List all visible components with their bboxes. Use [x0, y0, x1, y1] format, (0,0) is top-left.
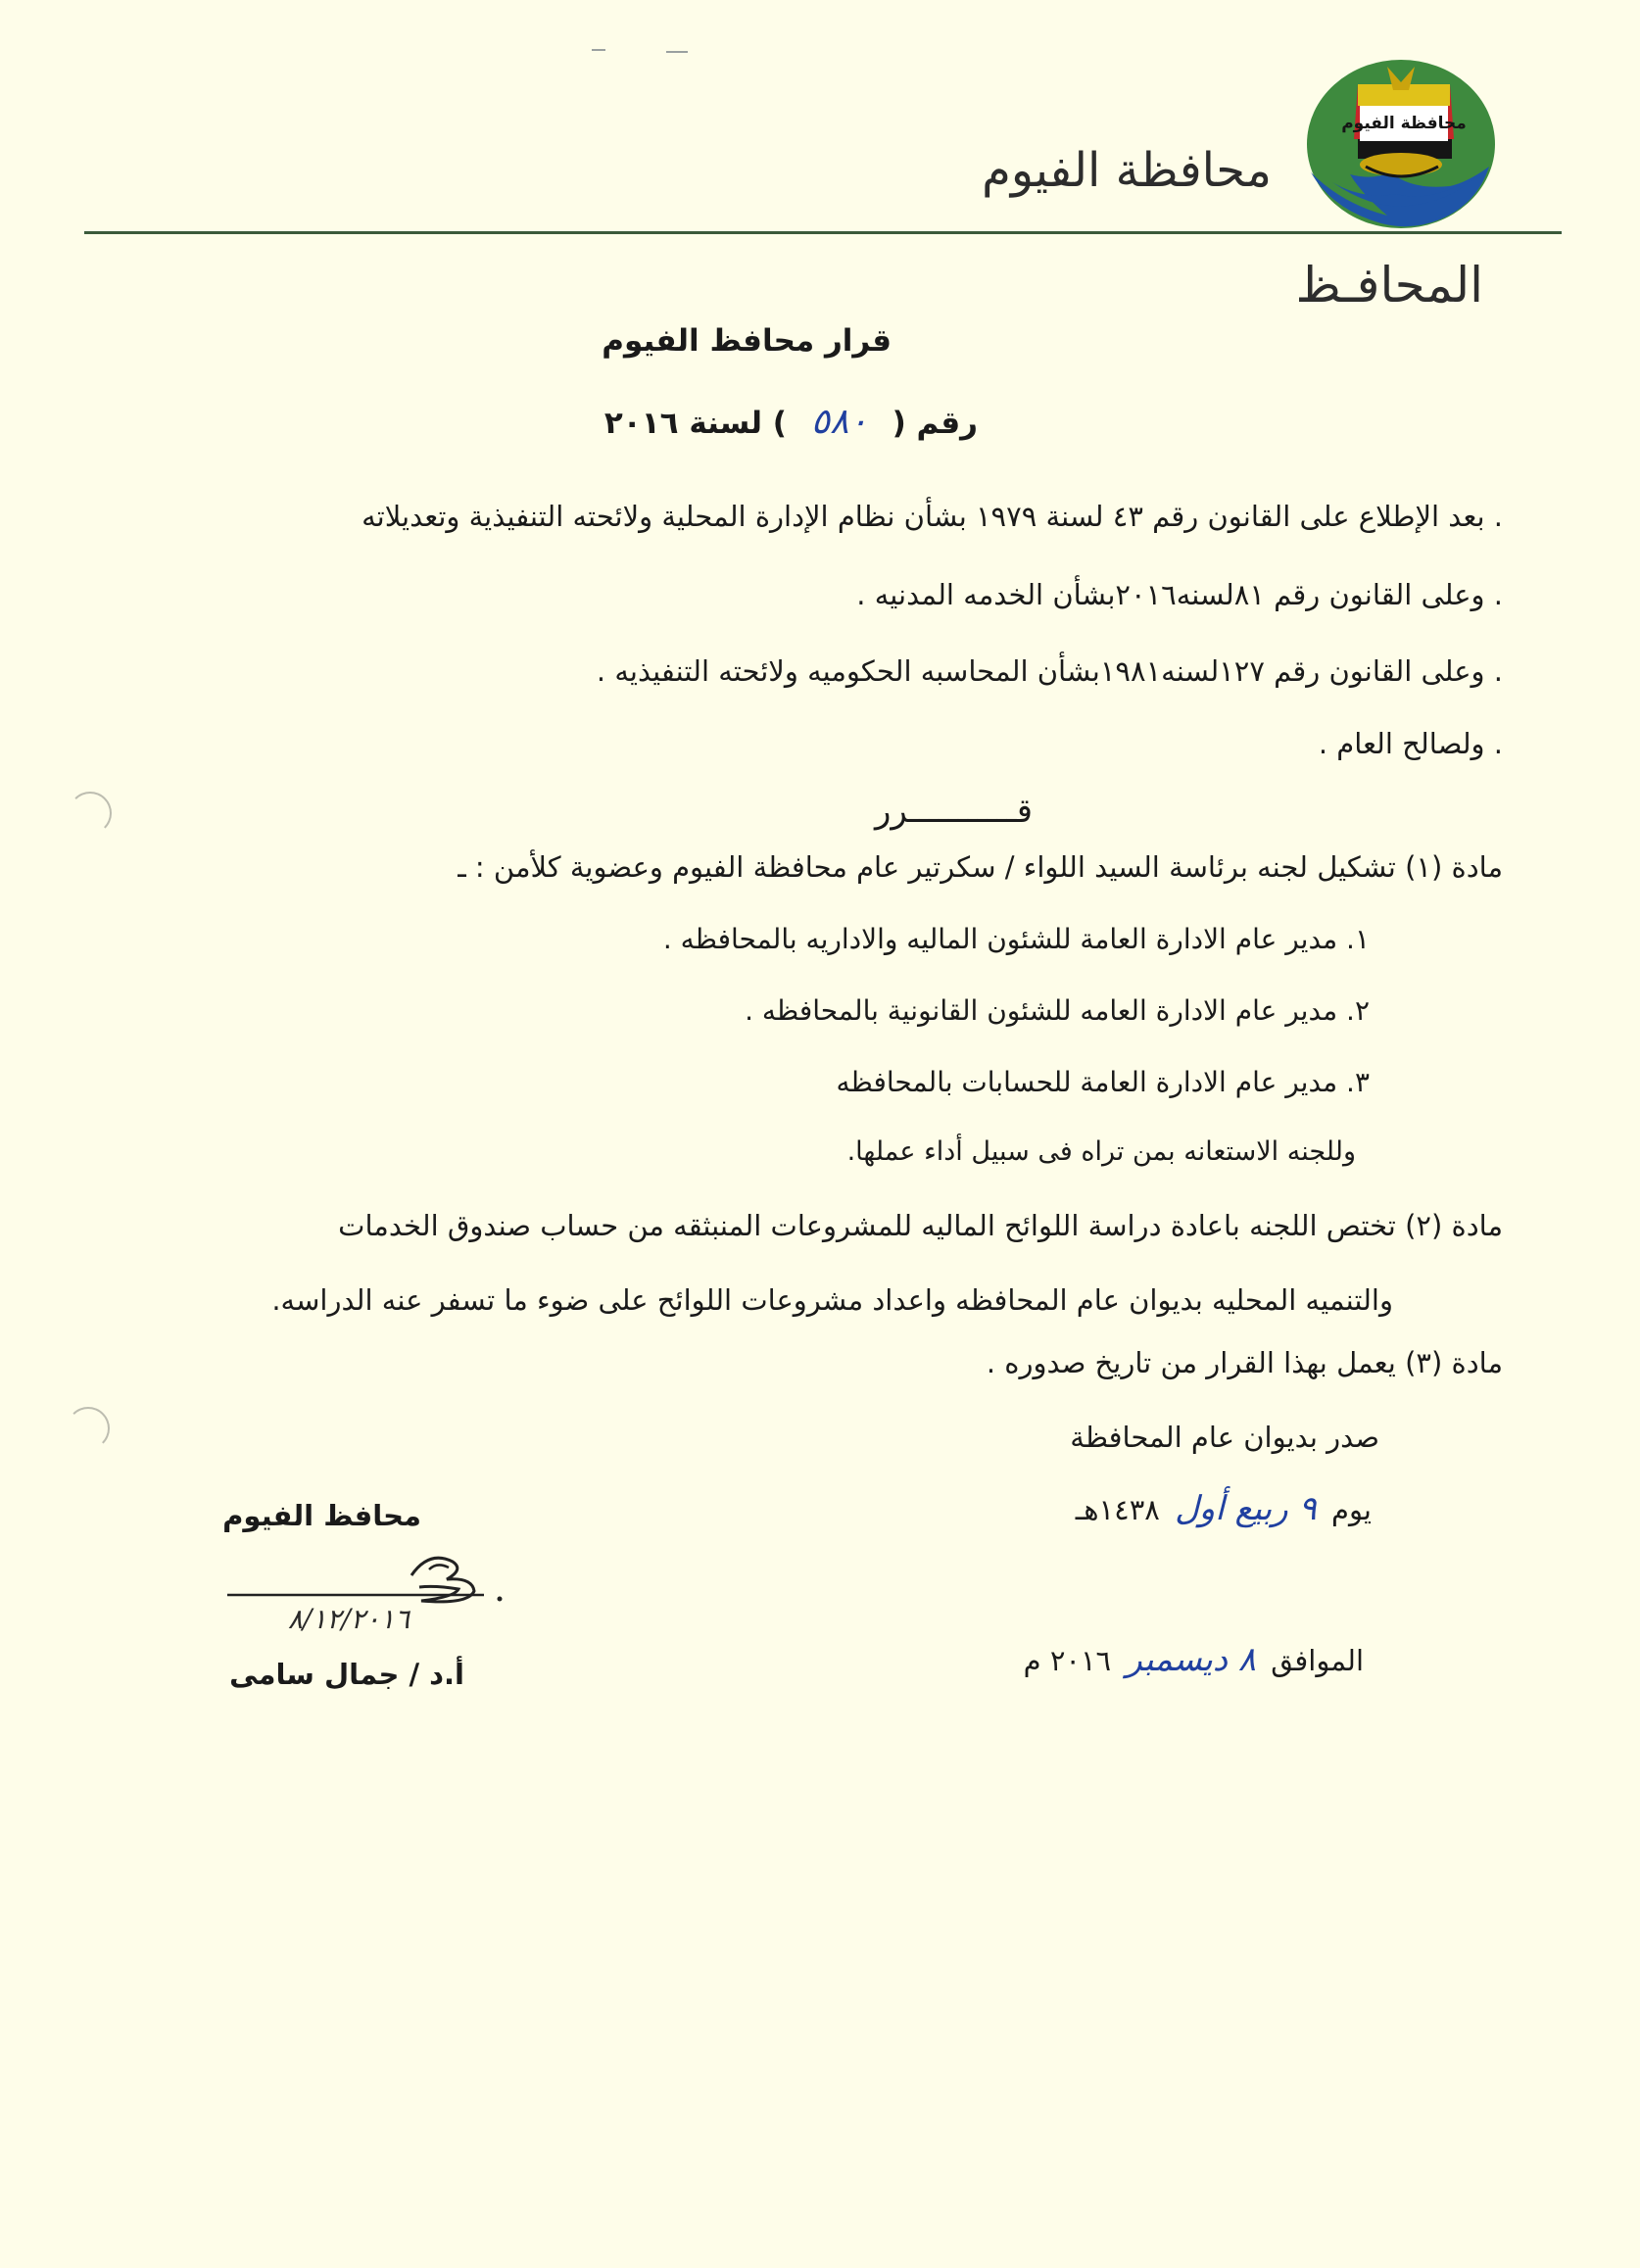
preamble-line: . بعد الإطلاع على القانون رقم ٤٣ لسنة ١٩٧٩ بشأن نظام الإدارة المحلية ولائحته التنفيذية وتعديلاته	[362, 500, 1503, 533]
committee-member-item: ١. مدير عام الادارة العامة للشئون الماليه والاداريه بالمحافظه .	[662, 923, 1370, 955]
office-title: المحافـظ	[1295, 257, 1483, 314]
scan-speck	[666, 51, 688, 53]
committee-member-item: ٣. مدير عام الادارة العامة للحسابات بالمحافظه	[836, 1066, 1370, 1098]
governorate-name: محافظة الفيوم	[982, 143, 1272, 198]
svg-text:محافظة الفيوم: محافظة الفيوم	[1341, 114, 1467, 133]
binder-hole	[69, 792, 112, 835]
header-divider	[84, 231, 1562, 234]
hijri-date	[1076, 1489, 1372, 1528]
decree-number-suffix: ) لسنة ٢٠١٦	[603, 406, 787, 441]
decided-heading: قـــــــــــرر	[874, 792, 1033, 831]
article-2-line-2: والتنميه المحليه بديوان عام المحافظه واعداد مشروعات اللوائح على ضوء ما تسفر عنه الدراسه.	[271, 1283, 1393, 1317]
committee-member-item: ٢. مدير عام الادارة العامه للشئون القانونية بالمحافظه .	[745, 994, 1370, 1027]
article-2-line-1: مادة (٢) تختص اللجنه باعادة دراسة اللوائح الماليه للمشروعات المنبثقه من حساب صندوق الخدمات	[338, 1209, 1503, 1242]
fayoum-governorate-emblem-icon	[1303, 57, 1499, 231]
committee-assistance-note: وللجنه الاستعانه بمن تراه فى سبيل أداء عملها.	[846, 1136, 1356, 1167]
hijri-date-prefix: يوم	[1330, 1493, 1372, 1526]
decree-title: قرار محافظ الفيوم	[602, 323, 892, 359]
binder-hole	[67, 1407, 110, 1450]
preamble-line: . وعلى القانون رقم ٨١لسنه٢٠١٦بشأن الخدمه المدنيه .	[856, 578, 1503, 611]
preamble-line: . وعلى القانون رقم ١٢٧لسنه١٩٨١بشأن المحاسبه الحكوميه ولائحته التنفيذيه .	[596, 654, 1503, 688]
gregorian-date-handwritten: ٨ ديسمبر	[1126, 1640, 1257, 1679]
decree-number-handwritten: ٥٨٠	[810, 402, 868, 442]
signatory-name: أ.د / جمال سامى	[229, 1658, 464, 1691]
issued-at: صدر بديوان عام المحافظة	[1070, 1421, 1379, 1454]
gregorian-date-suffix: ٢٠١٦ م	[1023, 1644, 1112, 1677]
signature-date: ٨/١٢/٢٠١٦	[287, 1603, 410, 1635]
decree-number	[604, 402, 978, 442]
hijri-date-handwritten: ٩ ربيع أول	[1175, 1489, 1317, 1528]
gregorian-date	[1024, 1640, 1364, 1679]
gregorian-date-prefix: الموافق	[1271, 1644, 1364, 1677]
signatory-title: محافظ الفيوم	[222, 1499, 421, 1532]
article-1: مادة (١) تشكيل لجنه برئاسة السيد اللواء / سكرتير عام محافظة الفيوم وعضوية كلأمن : ـ	[458, 850, 1503, 884]
preamble-line: . ولصالح العام .	[1318, 727, 1503, 760]
decree-number-prefix: رقم (	[892, 406, 978, 441]
article-3: مادة (٣) يعمل بهذا القرار من تاريخ صدوره .	[986, 1346, 1503, 1379]
scan-speck	[592, 49, 605, 51]
hijri-date-suffix: ١٤٣٨هـ	[1075, 1493, 1160, 1526]
